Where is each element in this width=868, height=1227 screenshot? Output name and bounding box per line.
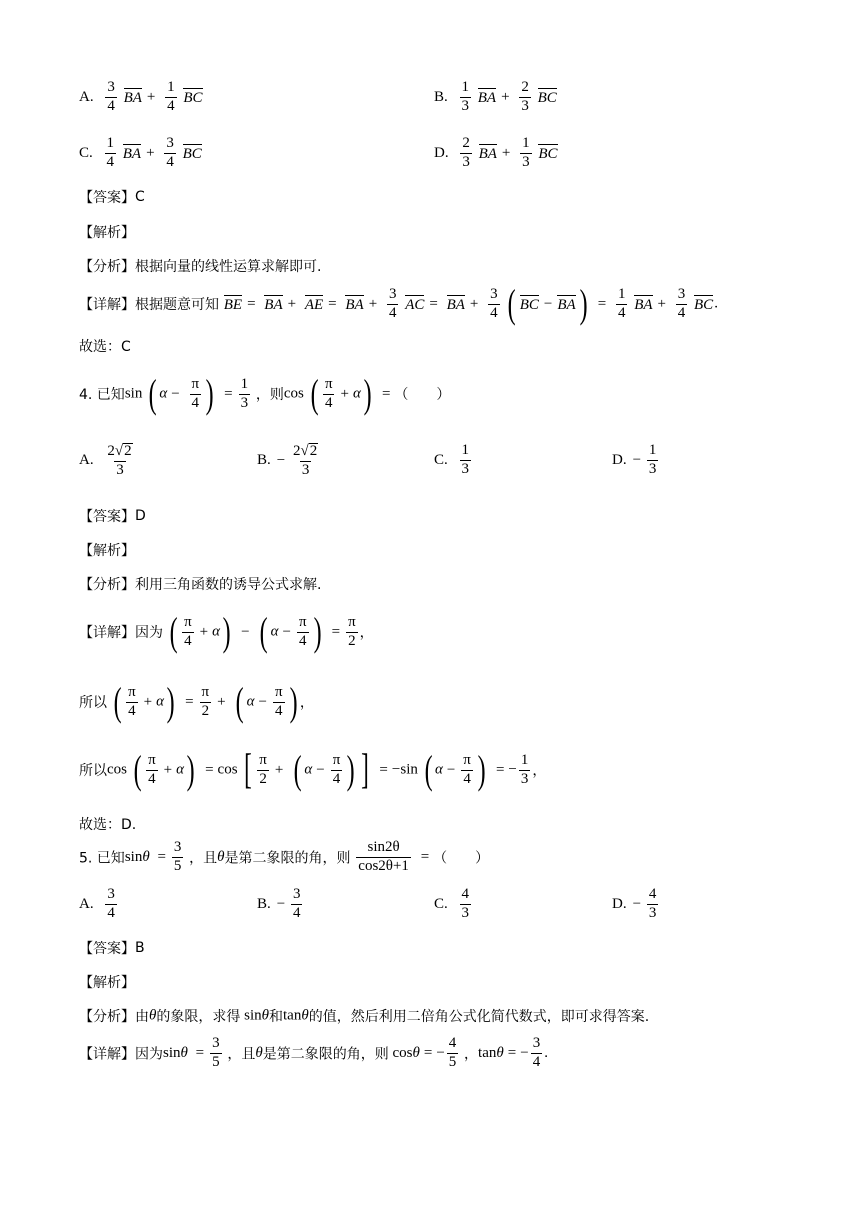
vector: BA (477, 90, 497, 106)
q3-option-b: B. $\frac{1}{3}$ BA + $\frac{2}{3}$ BC (434, 79, 557, 114)
fraction: $\frac{1}{3}$ (461, 79, 470, 114)
q4-option-d: D. − $\frac{1}{3}$ (612, 442, 657, 477)
q3-option-d: D. $\frac{2}{3}$ BA + $\frac{1}{3}$ BC (434, 135, 558, 170)
fraction: $\frac{3}{4}$ (166, 135, 174, 170)
fraction: $\frac{1}{3}$ (522, 135, 530, 170)
option-label: C. (79, 144, 93, 161)
q5-option-a: A. $\frac{3}{4}$ (79, 886, 115, 921)
fraction: $\frac{2}{3}$ (462, 135, 470, 170)
q5-xiangjie: 【详解】因为sinθ = $\frac{3}{5}$ ，且θ是第二象限的角，则 cosθ = − $\frac{4}{5}$ ，tanθ = − $\frac{3}{4}$ . (79, 1035, 548, 1070)
q4-xiangjie: 【详解】因为 ( $\frac{\pi}{4}$ + α) − ( α − $\frac{\pi}{4}$ ) = $\frac{\pi}{2}$ ， (79, 609, 374, 654)
fraction: $\frac{3}{4}$ (107, 79, 115, 114)
q5-option-c: C. $\frac{4}{3}$ (434, 886, 470, 921)
q4-analysis-tag: 【解析】 (79, 543, 135, 559)
fraction: $\frac{1}{4}$ (106, 135, 115, 170)
vector: BA (123, 90, 142, 106)
q4-option-b: B. − $\frac{2√2}{3}$ (257, 443, 318, 478)
q5-fenxi: 【分析】由θ的象限，求得 sinθ和tanθ的值，然后利用二倍角公式化简代数式，即可求得答案. (79, 1007, 650, 1025)
q3-analysis-tag: 【解析】 (79, 225, 135, 241)
vector: BC (182, 146, 202, 162)
q5-stem: 5. 已知sinθ = $\frac{3}{5}$ ，且θ是第二象限的角，则 $\frac{\sin 2\theta}{\cos 2\theta+1}$ = （ ） (79, 839, 490, 874)
q4-so1: 所以 ( $\frac{\pi}{4}$ + α) = $\frac{\pi}{2}$ + ( α − $\frac{\pi}{4}$ ) ， (79, 679, 314, 724)
q4-answer: 【答案】D (79, 508, 146, 525)
q3-conclusion: 故选：C (79, 339, 131, 355)
q3-xiangjie: 【详解】根据题意可知 BE = BA + AE = BA + $\frac{3}{4}$ AC = BA + $\frac{3}{4}$ ( BC − BA) = $\frac{1}{4}$ BA + $\frac{3}{4}$ BC. (79, 281, 718, 326)
vector: BA (122, 146, 142, 162)
option-label: B. (434, 88, 448, 105)
q3-fenxi: 【分析】根据向量的线性运算求解即可. (79, 259, 322, 275)
q5-analysis-tag: 【解析】 (79, 975, 135, 991)
q4-conclusion: 故选：D. (79, 817, 137, 833)
q3-option-a: A. $\frac{3}{4}$ BA + $\frac{1}{4}$ BC (79, 79, 203, 114)
fraction: $\frac{1}{4}$ (167, 79, 175, 114)
q5-option-d: D. − $\frac{4}{3}$ (612, 886, 657, 921)
q3-answer: 【答案】C (79, 189, 145, 206)
q4-option-c: C. $\frac{1}{3}$ (434, 442, 470, 477)
q4-fenxi: 【分析】利用三角函数的诱导公式求解. (79, 577, 322, 593)
q4-so2: 所以cos ( $\frac{\pi}{4}$ + α) = cos [ $\frac{\pi}{2}$ + ( α − $\frac{\pi}{4}$ ) ] = −sin ( α − $\frac{\pi}{4}$ ) = − $\frac{1}{3}$ ， (79, 747, 547, 793)
q5-answer: 【答案】B (79, 940, 145, 957)
fraction: $\frac{2}{3}$ (521, 79, 529, 114)
vector: BC (183, 90, 203, 106)
option-label: D. (434, 144, 449, 161)
q4-option-a: A. $\frac{2√2}{3}$ (79, 443, 132, 478)
option-label: A. (79, 88, 94, 105)
vector: BA (478, 146, 497, 162)
vector: BC (538, 146, 558, 162)
vector: BC (537, 90, 557, 106)
q4-stem: 4. 已知sin ( α − $\frac{\pi}{4}$ ) = $\frac{1}{3}$ ，则cos ( $\frac{\pi}{4}$ + α) = （ ） (79, 371, 451, 416)
q5-option-b: B. − $\frac{3}{4}$ (257, 886, 301, 921)
q3-option-c: C. $\frac{1}{4}$ BA + $\frac{3}{4}$ BC (79, 135, 202, 170)
